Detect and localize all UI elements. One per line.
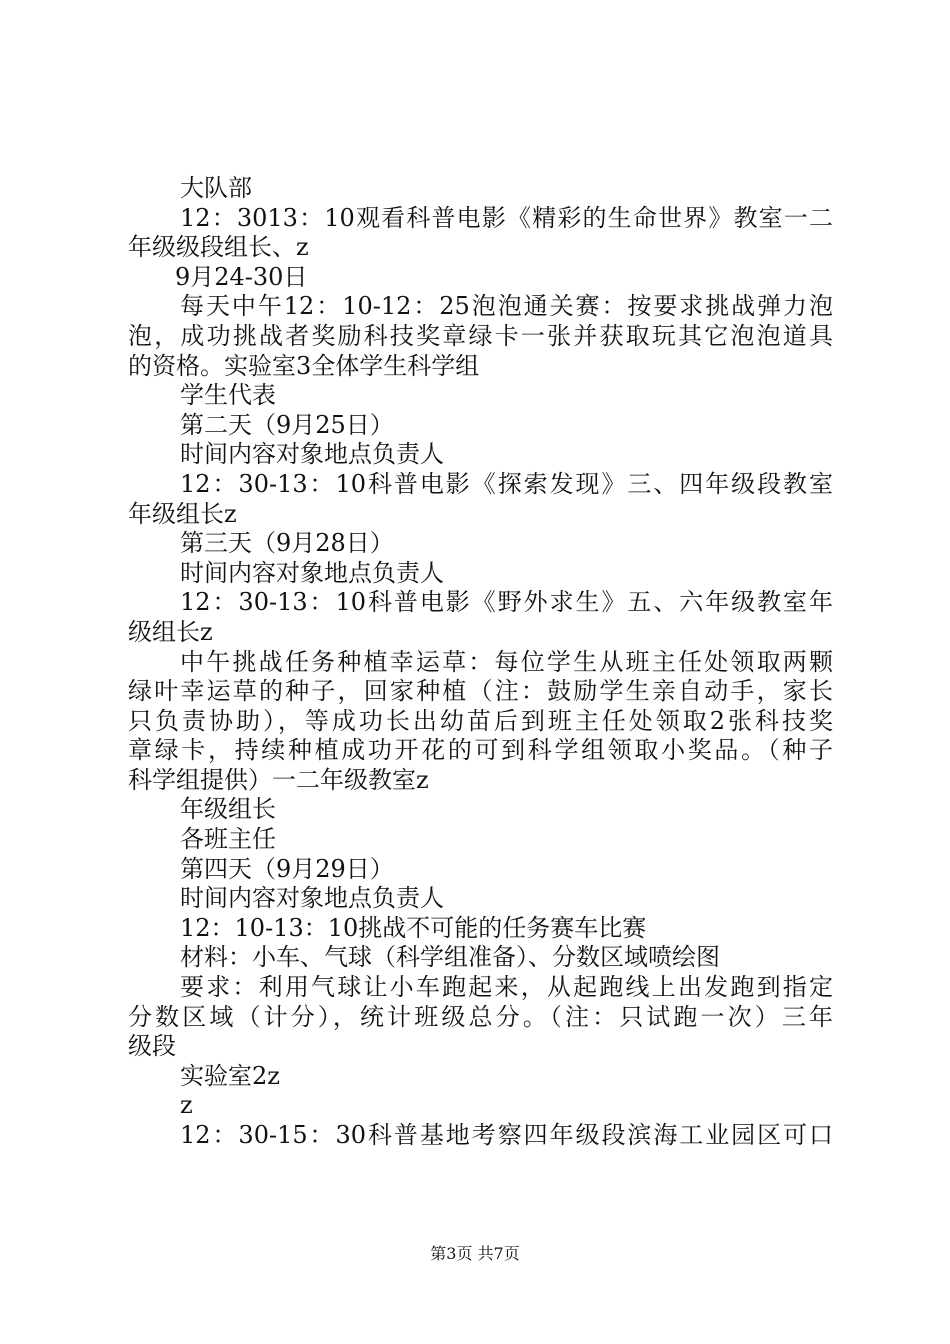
text-line: 科学组提供）一二年级教室z (128, 765, 429, 794)
text-line: 级组长z (128, 617, 213, 646)
text-line: 要求：利用气球让小车跑起来，从起跑线上出发跑到指定 (180, 973, 833, 1002)
text-line: 第三天（9月28日） (180, 529, 394, 558)
text-line: 12：30-13：10科普电影《探索发现》三、四年级段教室 (180, 469, 833, 498)
text-line: 时间内容对象地点负责人 (180, 558, 444, 587)
text-line: 时间内容对象地点负责人 (180, 884, 444, 913)
text-line: 12：10-13：10挑战不可能的任务赛车比赛 (180, 913, 647, 942)
text-line: 时间内容对象地点负责人 (180, 440, 444, 469)
text-line: 学生代表 (180, 381, 276, 410)
text-line: 各班主任 (180, 825, 276, 854)
document-body (128, 174, 833, 1151)
text-line: 大队部 (180, 174, 252, 202)
text-line: 年级组长 (180, 795, 276, 824)
text-line: 第二天（9月25日） (180, 410, 394, 439)
text-line: 只负责协助），等成功长出幼苗后到班主任处领取2张科技奖 (128, 706, 833, 735)
text-line: 章绿卡，持续种植成功开花的可到科学组领取小奖品。（种子 (128, 736, 833, 765)
text-line: 年级组长z (128, 499, 237, 528)
text-line: 实验室2z (180, 1061, 280, 1090)
text-line: 的资格。实验室3全体学生科学组 (128, 351, 480, 380)
text-line: 每天中午12：10-12：25泡泡通关赛：按要求挑战弹力泡 (180, 292, 833, 321)
text-line: 9月24-30日 (175, 262, 308, 291)
text-line: 材料：小车、气球（科学组准备）、分数区域喷绘图 (180, 943, 720, 972)
text-line: 泡，成功挑战者奖励科技奖章绿卡一张并获取玩其它泡泡道具 (128, 321, 833, 350)
text-line: 绿叶幸运草的种子，回家种植（注：鼓励学生亲自动手，家长 (128, 677, 833, 706)
page-footer: 第3页 共7页 (430, 1244, 520, 1263)
text-line: 第四天（9月29日） (180, 854, 394, 883)
text-line: z (180, 1091, 193, 1120)
text-line: 分数区域（计分），统计班级总分。（注：只试跑一次）三年 (128, 1002, 833, 1031)
text-line: 12：3013：10观看科普电影《精彩的生命世界》教室一二 (180, 203, 833, 232)
text-line: 12：30-13：10科普电影《野外求生》五、六年级教室年 (180, 588, 833, 617)
text-line: 级段 (128, 1032, 176, 1061)
text-line: 年级级段组长、z (128, 233, 309, 262)
text-line: 中午挑战任务种植幸运草：每位学生从班主任处领取两颗 (180, 647, 833, 676)
text-line: 12：30-15：30科普基地考察四年级段滨海工业园区可口 (180, 1121, 833, 1149)
